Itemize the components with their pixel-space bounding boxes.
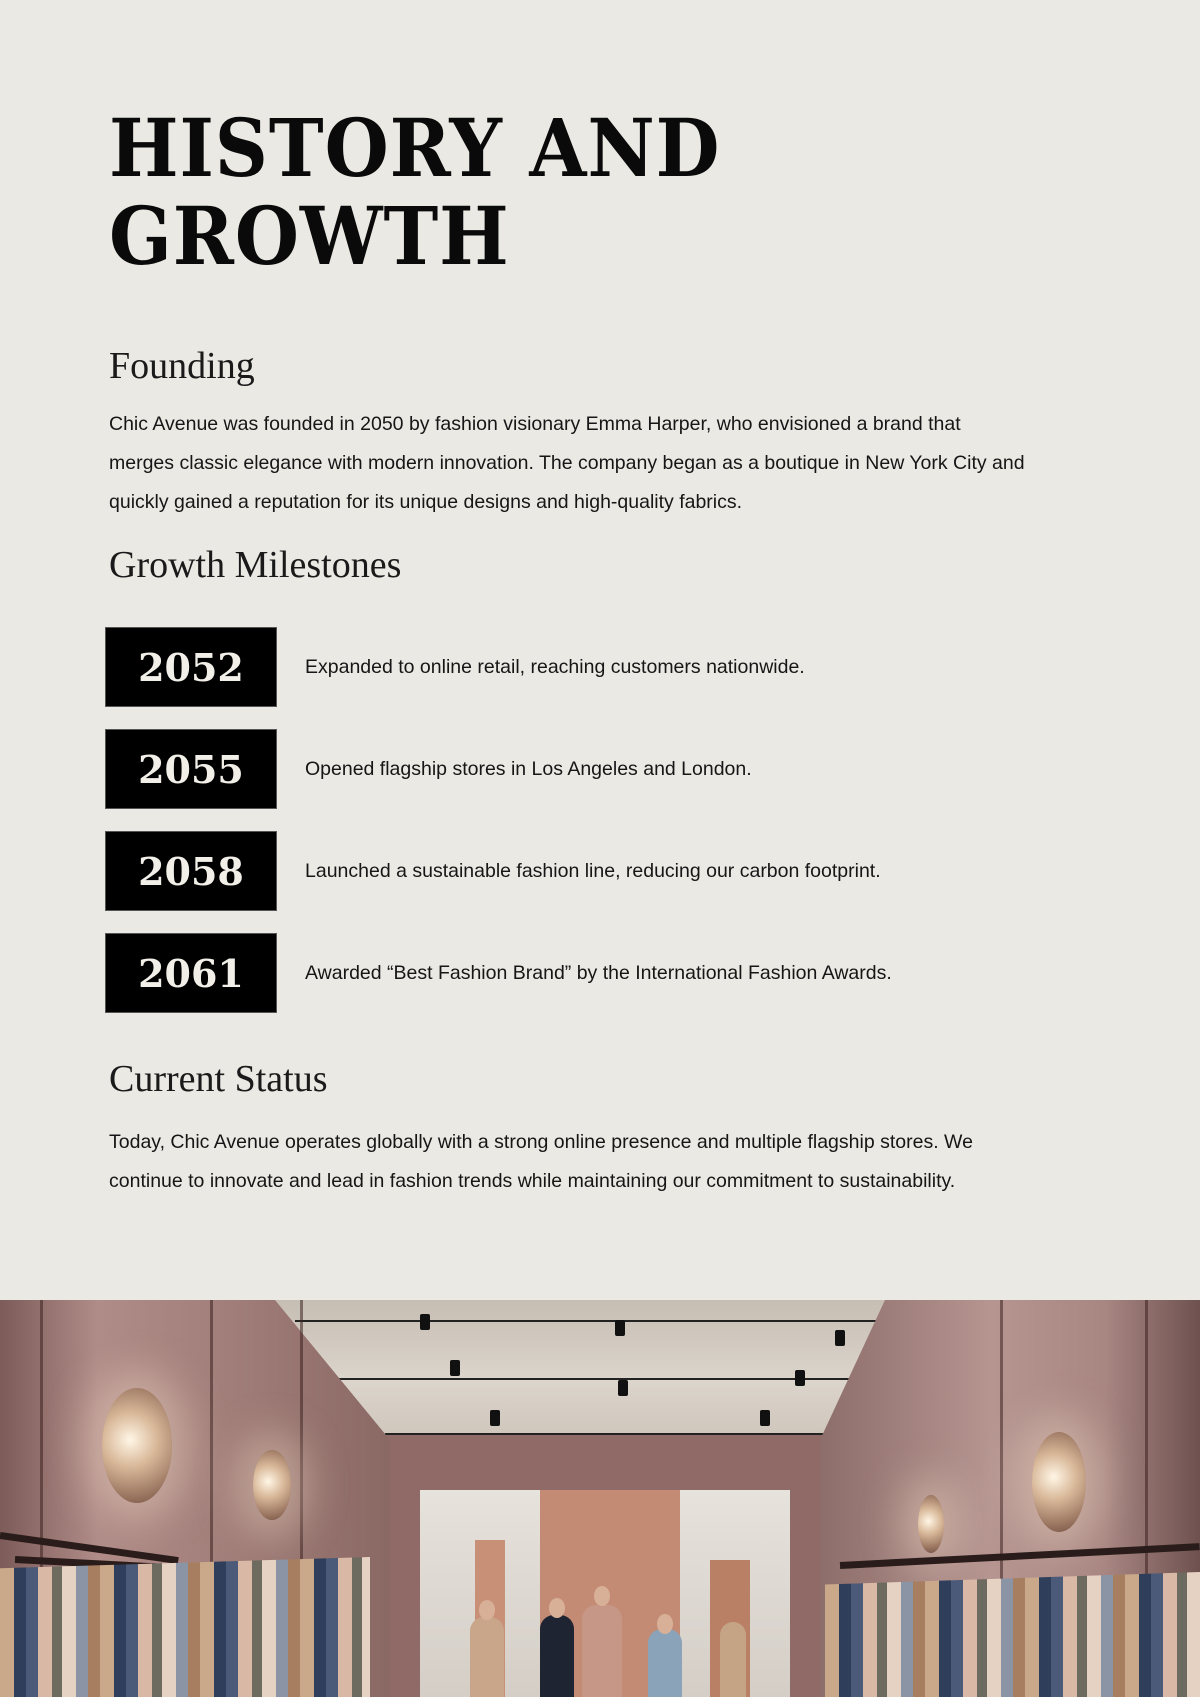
milestone-description: Opened flagship stores in Los Angeles and London.	[305, 757, 752, 780]
shopper	[470, 1617, 504, 1697]
track-light	[420, 1314, 430, 1330]
milestone-item	[105, 831, 905, 911]
year-badge	[105, 933, 277, 1013]
shopper	[540, 1615, 574, 1697]
track-light	[618, 1380, 628, 1396]
founding-heading: Founding	[109, 345, 255, 387]
milestone-description: Expanded to online retail, reaching customers nationwide.	[305, 655, 805, 678]
wall-lamp	[102, 1388, 172, 1503]
milestone-item	[105, 729, 905, 809]
wall-lamp	[918, 1495, 944, 1553]
page-title-line-2: GROWTH	[109, 189, 510, 283]
milestone-year: 2061	[138, 950, 244, 996]
track-light	[615, 1320, 625, 1336]
track-light	[490, 1410, 500, 1426]
page-title-line-1: HISTORY AND	[109, 101, 721, 195]
year-badge	[105, 627, 277, 707]
ceiling-beam	[385, 1433, 835, 1435]
clothing-rack-left	[0, 1557, 370, 1697]
shopper-head	[657, 1614, 673, 1634]
current-status-heading: Current Status	[109, 1058, 328, 1100]
milestone-year: 2052	[138, 644, 244, 690]
page-title	[109, 101, 721, 283]
clothing-rack-right	[825, 1572, 1200, 1697]
wall-lamp	[1032, 1432, 1086, 1532]
wall-lamp	[253, 1450, 291, 1520]
milestone-item	[105, 627, 905, 707]
milestone-item	[105, 933, 905, 1013]
track-light	[835, 1330, 845, 1346]
milestone-description: Awarded “Best Fashion Brand” by the International Fashion Awards.	[305, 961, 892, 984]
store-interior-photo	[0, 1300, 1200, 1697]
shopper-head	[479, 1600, 495, 1620]
founding-paragraph: Chic Avenue was founded in 2050 by fashion visionary Emma Harper, who envisioned a brand that merges classic elegance with modern innovation. The company began as a boutique in New York City and quickly gained a reputation for its unique designs and high-quality fabrics.	[109, 413, 1025, 513]
milestones-heading: Growth Milestones	[109, 544, 402, 586]
ceiling-beam	[295, 1320, 915, 1322]
track-light	[795, 1370, 805, 1386]
year-badge	[105, 729, 277, 809]
year-badge	[105, 831, 277, 911]
track-light	[450, 1360, 460, 1376]
shopper-head	[594, 1586, 610, 1606]
shopper	[582, 1605, 622, 1697]
mannequin	[720, 1622, 746, 1697]
milestone-description: Launched a sustainable fashion line, reducing our carbon footprint.	[305, 859, 881, 882]
shopper	[648, 1629, 682, 1697]
current-status-paragraph: Today, Chic Avenue operates globally with a strong online presence and multiple flagship stores. We continue to innovate and lead in fashion trends while maintaining our commitment to sustainability.	[109, 1131, 973, 1192]
milestone-year: 2058	[138, 848, 244, 894]
shopper-head	[549, 1598, 565, 1618]
track-light	[760, 1410, 770, 1426]
milestone-year: 2055	[138, 746, 244, 792]
